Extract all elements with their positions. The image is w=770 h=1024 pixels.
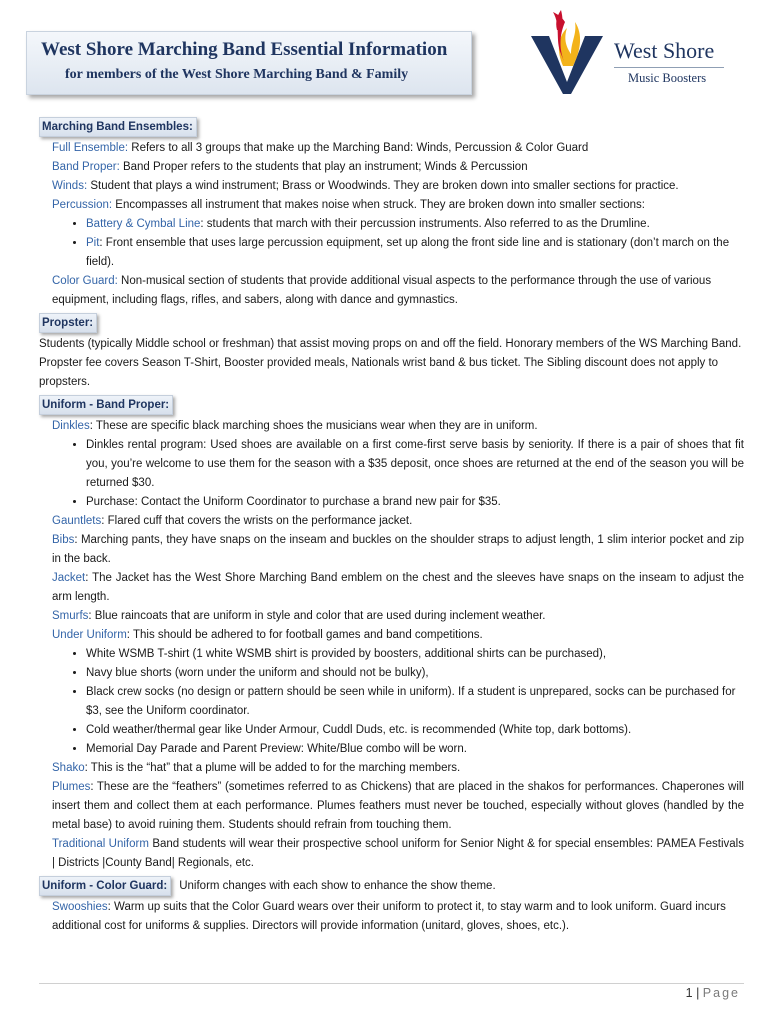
section-heading-uniform-color-guard: Uniform - Color Guard:	[39, 876, 171, 896]
def-text: : Flared cuff that covers the wrists on the performance jacket.	[101, 515, 413, 527]
logo-name: West Shore	[614, 38, 715, 63]
def-text: Band students will wear their prospective school uniform for Senior Night & for special ensembles: PAMEA Festivals | Districts |County Band| Regionals, etc.	[52, 838, 744, 869]
def-dinkles	[39, 417, 744, 436]
footer-separator: |	[696, 986, 700, 1000]
document-subtitle: for members of the West Shore Marching Band & Family	[65, 67, 409, 82]
term-smurfs: Smurfs	[52, 610, 89, 622]
def-percussion	[39, 196, 744, 215]
term-band-proper: Band Proper:	[52, 161, 120, 173]
def-text: : The Jacket has the West Shore Marching Band emblem on the chest and the sleeves have snaps on the inseam to adjust the arm length.	[52, 572, 744, 603]
west-shore-logo	[527, 8, 732, 96]
logo-divider	[614, 67, 724, 68]
list-item: • Black crew socks (no design or pattern should be seen while in uniform). If a student is unprepared, socks can be purchased for $3, see the Uniform coordinator.	[86, 683, 744, 721]
page-label: Page	[702, 986, 740, 1000]
term-percussion: Percussion:	[52, 199, 113, 211]
def-full-ensemble	[39, 139, 744, 158]
def-text: Encompasses all instrument that makes noise when struck. They are broken down into smaller sections:	[112, 199, 645, 211]
list-item: • Navy blue shorts (worn under the uniform and should not be bulky),	[86, 664, 744, 683]
propster-text: Students (typically Middle school or freshman) that assist moving props on and off the field. Honorary members of the WS Marching Band. Propster fee covers Season T-Shirt, Booster provided meals, Nationals wrist band & bus ticket. The Sibling discount does not apply to propsters.	[39, 338, 742, 388]
term-full-ensemble: Full Ensemble:	[52, 142, 129, 154]
uniform-guard-row	[39, 873, 744, 898]
term-battery: Battery & Cymbal Line	[86, 218, 201, 230]
def-text: : Blue raincoats that are uniform in style and color that are used during inclement weather.	[88, 610, 546, 622]
term-dinkles: Dinkles	[52, 420, 90, 432]
def-text: : This should be adhered to for football games and band competitions.	[126, 629, 483, 641]
term-plumes: Plumes	[52, 781, 91, 793]
list-item: • Cold weather/thermal gear like Under Armour, Cuddl Duds, etc. is recommended (White top, dark bottoms).	[86, 721, 744, 740]
def-under-uniform	[39, 626, 744, 645]
term-winds: Winds:	[52, 180, 88, 192]
list-item: • Dinkles rental program: Used shoes are available on a first come-first serve basis by seniority. If there is a pair of shoes that fit you, you’re welcome to use them for the season with a $35 deposit, once shoes are returned at the end of the season you will be returned $30.	[86, 436, 744, 493]
def-text: Refers to all 3 groups that make up the Marching Band: Winds, Percussion & Color Guard	[128, 142, 589, 154]
section-heading-propster: Propster:	[39, 313, 97, 333]
def-text: Non-musical section of students that provide additional visual aspects to the performance through the use of various equipment, including flags, rifles, and sabers, along with dance and gymnastics.	[52, 275, 712, 306]
def-text: : This is the “hat” that a plume will be added to for the marching members.	[84, 762, 461, 774]
term-swooshies: Swooshies	[52, 901, 108, 913]
def-shako	[39, 759, 744, 778]
list-item: • Purchase: Contact the Uniform Coordinator to purchase a brand new pair for $35.	[86, 493, 744, 512]
def-traditional-uniform	[39, 835, 744, 873]
def-text: : These are specific black marching shoes the musicians wear when they are in uniform.	[89, 420, 538, 432]
page-number: 1	[685, 986, 693, 1000]
percussion-list	[39, 215, 744, 272]
term-pit: Pit	[86, 237, 100, 249]
term-under-uniform: Under Uniform	[52, 629, 127, 641]
def-gauntlets	[39, 512, 744, 531]
flame-w-emblem-icon	[527, 8, 607, 96]
term-shako: Shako	[52, 762, 85, 774]
def-text: : Front ensemble that uses large percussion equipment, set up along the front side line and is stationary (don’t march on the field).	[86, 237, 730, 268]
def-text: : students that march with their percussion instruments. Also referred to as the Drumline.	[200, 218, 650, 230]
section-heading-uniform-band-proper: Uniform - Band Proper:	[39, 395, 173, 415]
list-item	[86, 215, 744, 234]
def-bibs	[39, 531, 744, 569]
def-text: : These are the “feathers” (sometimes referred to as Chickens) that are placed in the shakos for performances. Chaperones will insert them and collect them at each performance. Plumes feathers must never be touched, especially without gloves (handled by the metal base) to avoid ruining them. Students should refrain from touching them.	[52, 781, 744, 831]
footer-divider	[39, 983, 744, 984]
term-gauntlets: Gauntlets	[52, 515, 102, 527]
term-color-guard: Color Guard:	[52, 275, 118, 287]
document-title-box	[26, 31, 472, 95]
under-uniform-list	[39, 645, 744, 759]
list-item	[86, 234, 744, 272]
uniform-guard-inline-text: Uniform changes with each show to enhance the show theme.	[179, 880, 496, 892]
def-plumes	[39, 778, 744, 835]
def-smurfs	[39, 607, 744, 626]
def-band-proper	[39, 158, 744, 177]
logo-subtitle: Music Boosters	[628, 71, 707, 85]
def-color-guard	[39, 272, 744, 310]
term-jacket: Jacket	[52, 572, 86, 584]
term-traditional-uniform: Traditional Uniform	[52, 838, 149, 850]
def-winds	[39, 177, 744, 196]
page-footer	[686, 986, 740, 1000]
document-title: West Shore Marching Band Essential Information	[41, 39, 448, 60]
list-item: • Memorial Day Parade and Parent Preview: White/Blue combo will be worn.	[86, 740, 744, 759]
term-bibs: Bibs	[52, 534, 75, 546]
section-heading-ensembles: Marching Band Ensembles:	[39, 117, 197, 137]
def-text: : Marching pants, they have snaps on the inseam and buckles on the shoulder straps to adjust length, 1 slim interior pocket and zip in the back.	[52, 534, 744, 565]
def-jacket	[39, 569, 744, 607]
list-item: • White WSMB T-shirt (1 white WSMB shirt is provided by boosters, additional shirts can be purchased),	[86, 645, 744, 664]
def-swooshies	[39, 898, 744, 936]
def-text: : Warm up suits that the Color Guard wears over their uniform to protect it, to stay warm and to look uniform. Guard incurs additional cost for uniforms & supplies. Directors will provide information (unitard, gloves, shoes, etc.).	[52, 901, 726, 932]
def-text: Band Proper refers to the students that play an instrument; Winds & Percussion	[119, 161, 528, 173]
def-text: Student that plays a wind instrument; Brass or Woodwinds. They are broken down into smaller sections for practice.	[87, 180, 679, 192]
dinkles-list	[39, 436, 744, 512]
document-body	[39, 114, 744, 936]
